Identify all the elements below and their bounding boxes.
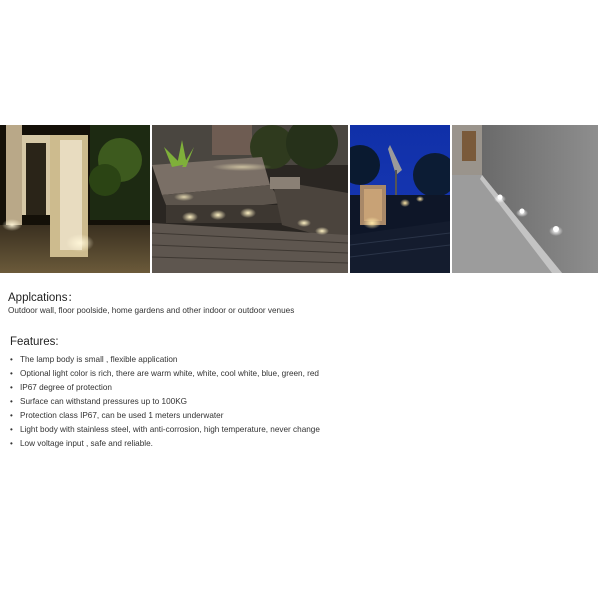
bullet-icon: • bbox=[10, 397, 13, 406]
feature-item bbox=[10, 382, 320, 396]
feature-text: The lamp body is small , flexible application bbox=[20, 355, 178, 364]
indoor-wall-lights-photo bbox=[452, 125, 598, 273]
bullet-icon: • bbox=[10, 369, 13, 378]
feature-text: Optional light color is rich, there are warm white, white, cool white, blue, green, red bbox=[20, 369, 319, 378]
feature-text: Surface can withstand pressures up to 100KG bbox=[20, 397, 188, 406]
night-terrace-photo bbox=[350, 125, 450, 273]
feature-item bbox=[10, 438, 320, 452]
product-photo-strip bbox=[0, 125, 600, 273]
feature-text: IP67 degree of protection bbox=[20, 383, 112, 392]
garden-deck-steps-photo bbox=[152, 125, 348, 273]
feature-item bbox=[10, 424, 320, 438]
bullet-icon: • bbox=[10, 439, 13, 448]
feature-item bbox=[10, 368, 320, 382]
feature-text: Protection class IP67, can be used 1 meters underwater bbox=[20, 411, 224, 420]
bullet-icon: • bbox=[10, 355, 13, 364]
feature-item bbox=[10, 410, 320, 424]
bullet-icon: • bbox=[10, 425, 13, 434]
wall-pillar-lights-photo bbox=[0, 125, 150, 273]
feature-item bbox=[10, 396, 320, 410]
features-heading: Features: bbox=[10, 336, 59, 348]
bullet-icon: • bbox=[10, 383, 13, 392]
features-list bbox=[10, 354, 320, 452]
applications-heading: Applcations： bbox=[8, 292, 79, 304]
feature-text: Low voltage input , safe and reliable. bbox=[20, 439, 153, 448]
feature-item bbox=[10, 354, 320, 368]
bullet-icon: • bbox=[10, 411, 13, 420]
feature-text: Light body with stainless steel, with anti-corrosion, high temperature, never change bbox=[20, 425, 320, 434]
applications-text: Outdoor wall, floor poolside, home gardens and other indoor or outdoor venues bbox=[8, 306, 295, 315]
